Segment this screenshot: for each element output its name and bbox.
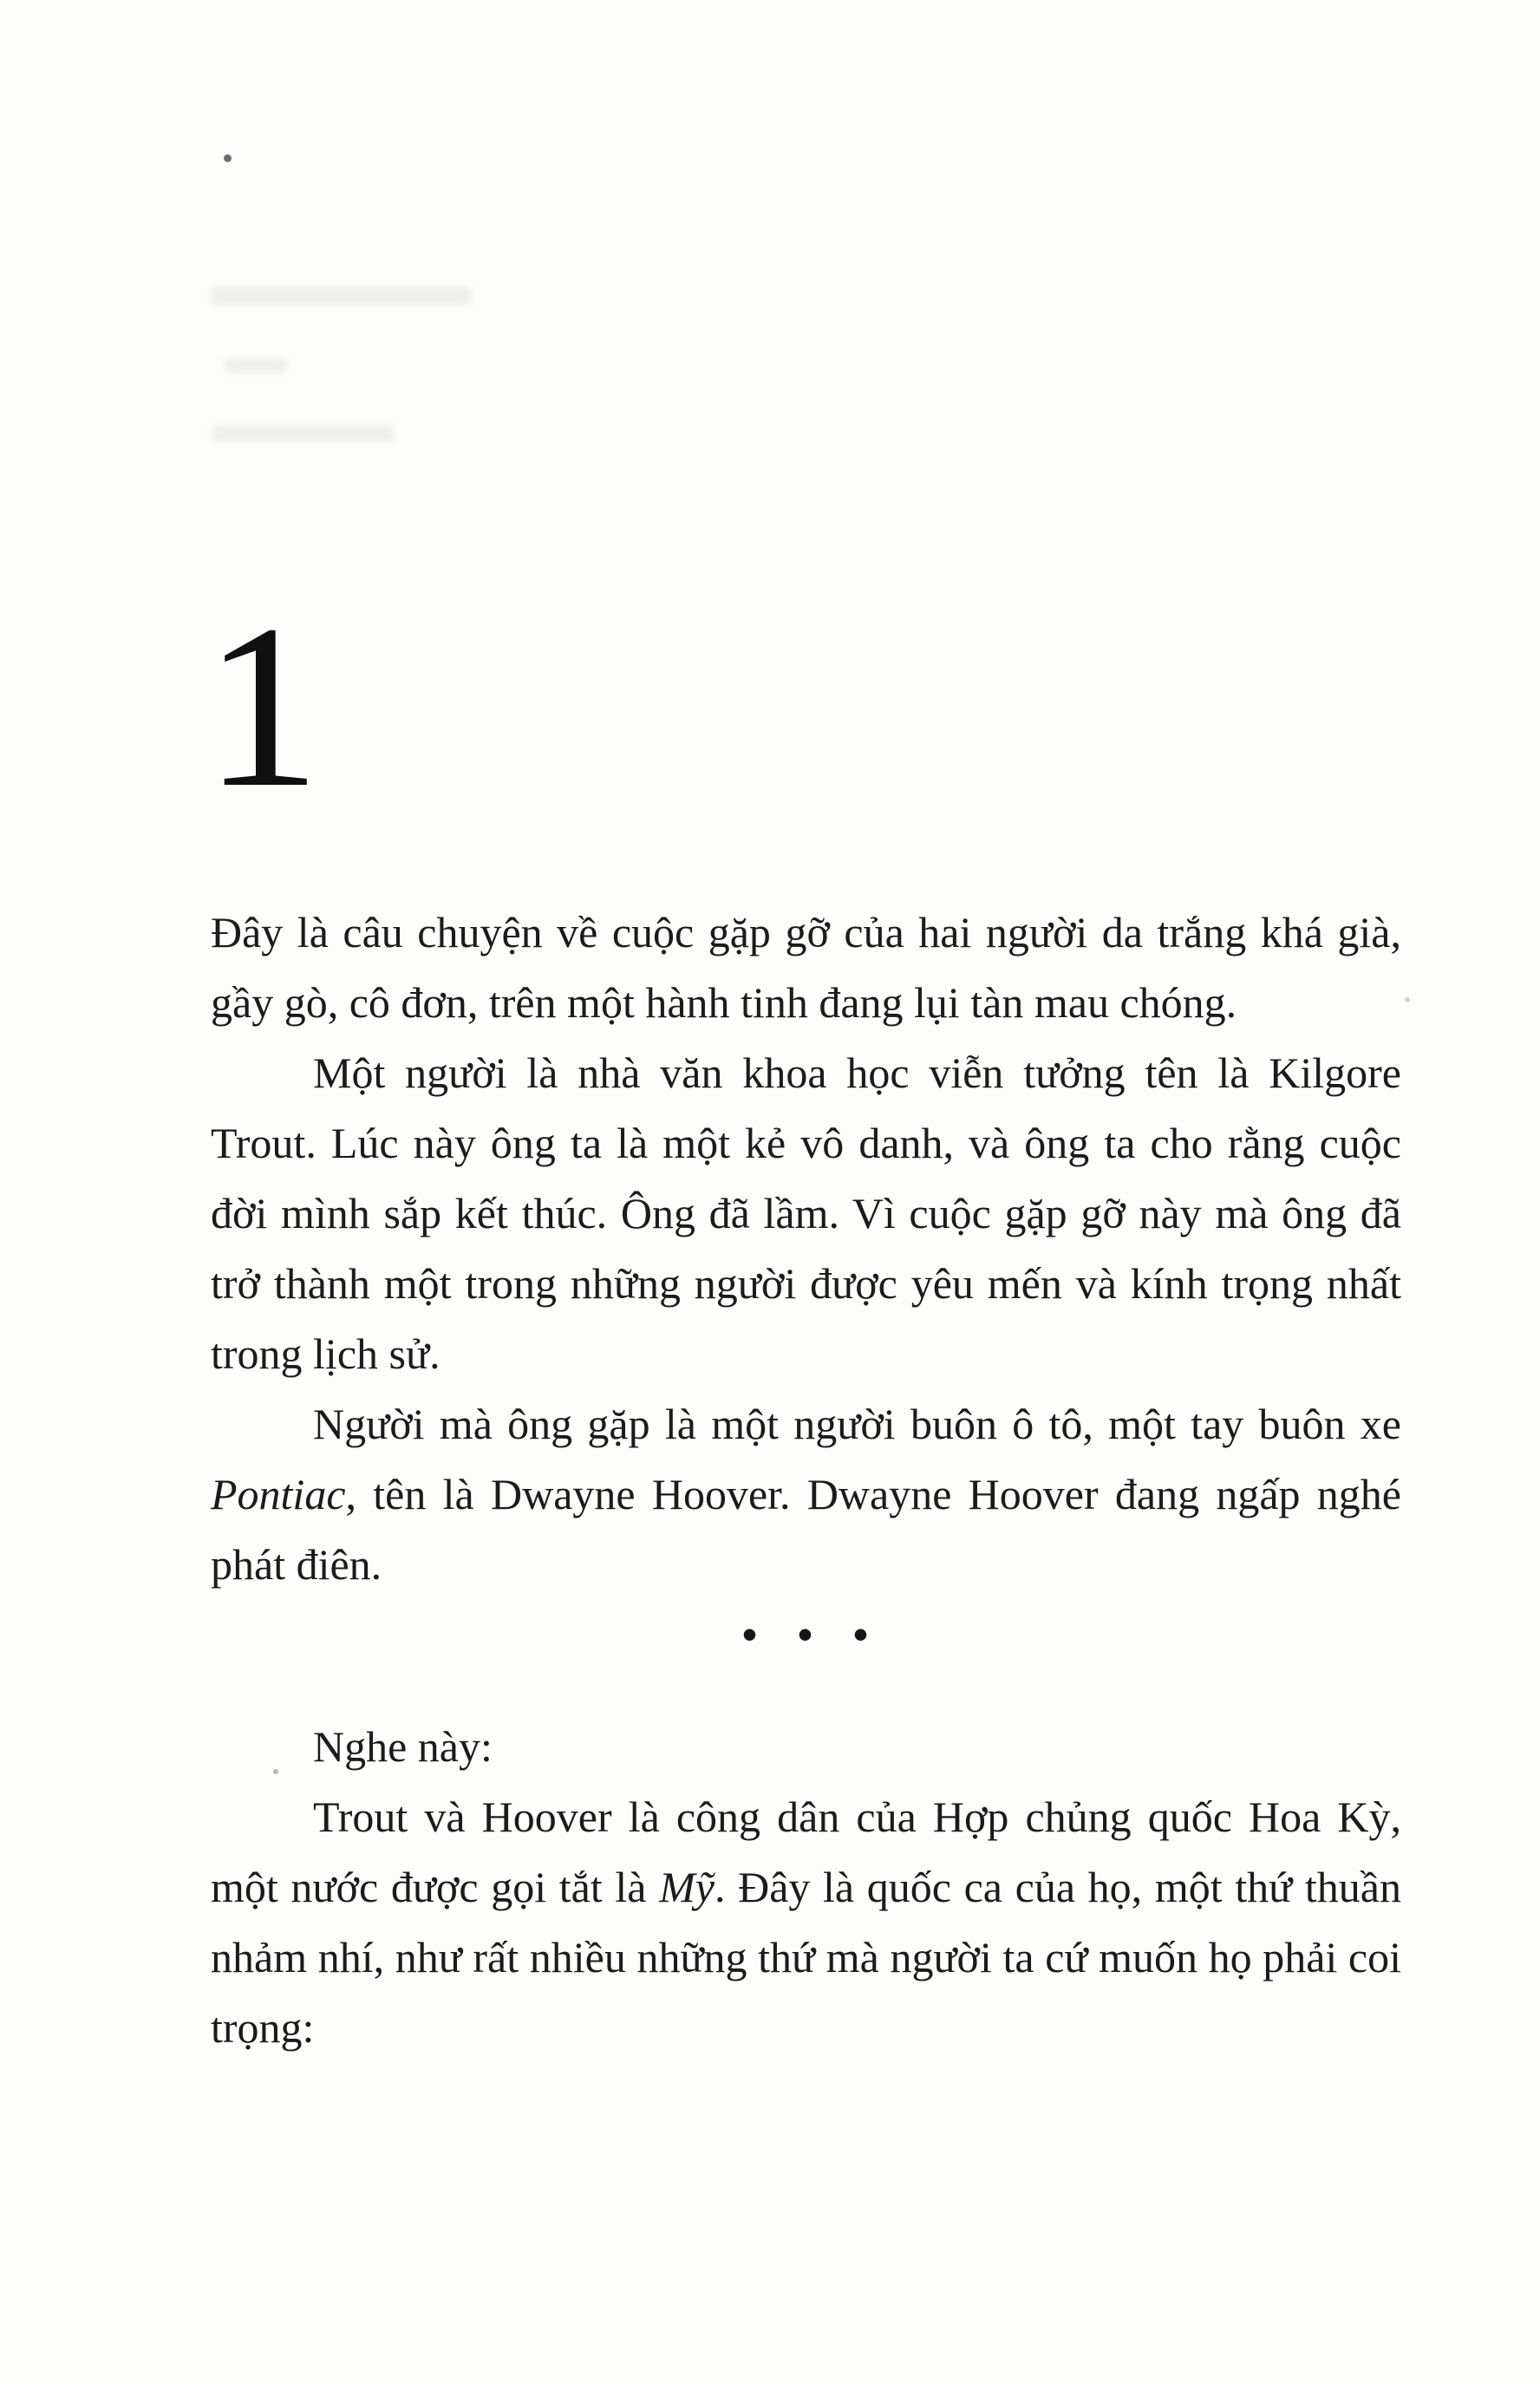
italic-text-segment: Mỹ [659,1863,715,1911]
text-segment: , tên là Dwayne Hoover. Dwayne Hoover đang ngấp nghé phát điên. [211,1470,1401,1589]
paragraph [211,1782,1401,2063]
text-segment: Trout và Hoover là công dân của Hợp chủng quốc Hoa Kỳ, một nước được gọi tắt là [211,1792,1401,1911]
text-segment: Một người là nhà văn khoa học viễn tưởng tên là Kilgore Trout. Lúc này ông ta là một kẻ vô danh, và ông ta cho rằng cuộc đời mình sắp kết thúc. Ông đã lầm. Vì cuộc gặp gỡ này mà ông đã trở thành một trong những người được yêu mến và kính trọng nhất trong lịch sử. [211,1048,1401,1378]
italic-text-segment: Pontiac [211,1470,346,1518]
paragraph [211,1712,1401,1782]
scan-artifact [224,154,232,162]
scan-artifact [1405,997,1410,1002]
text-segment: . Đây là quốc ca của họ, một thứ thuần nhảm nhí, như rất nhiều những thứ mà người ta cứ muốn họ phải coi trọng: [211,1863,1401,2052]
section-separator: • • • [741,1610,871,1659]
paragraph [211,1038,1401,1389]
text-segment: Đây là câu chuyện về cuộc gặp gỡ của hai người da trắng khá già, gầy gò, cô đơn, trên một hành tinh đang lụi tàn mau chóng. [211,908,1401,1027]
scan-artifact [225,357,286,373]
paragraph [211,1389,1401,1600]
text-segment: Nghe này: [313,1722,493,1771]
scan-artifact [211,286,471,305]
text-segment: Người mà ông gặp là một người buôn ô tô, một tay buôn xe [313,1400,1401,1448]
chapter-number: 1 [204,577,321,836]
paragraph [211,898,1401,1038]
text-block [211,898,1401,2063]
scan-artifact [212,425,395,442]
